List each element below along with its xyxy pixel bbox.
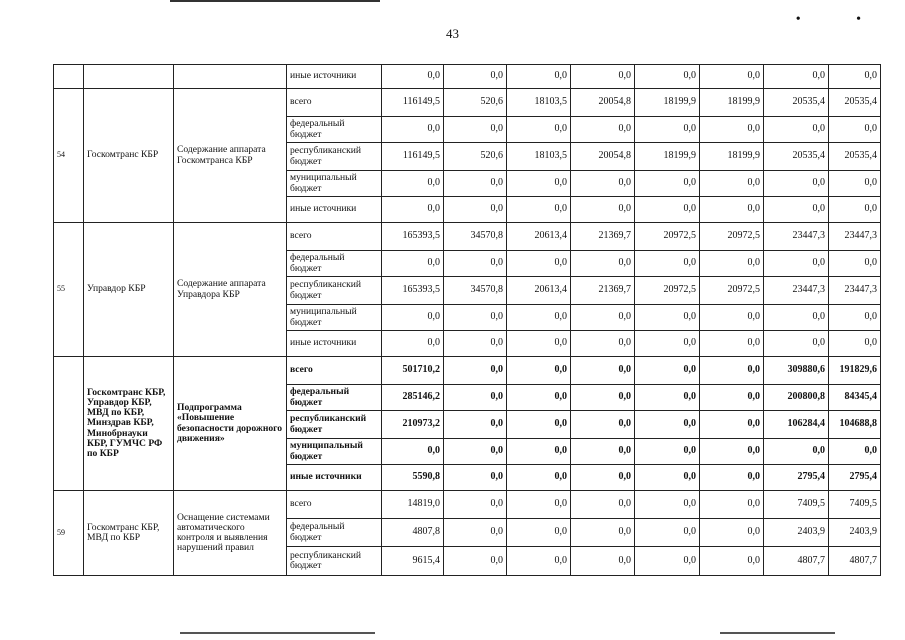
value-cell: 18199,9 — [700, 143, 764, 171]
funding-type-cell: иные источники — [287, 197, 382, 223]
value-cell: 0,0 — [571, 439, 635, 465]
value-cell: 0,0 — [764, 197, 829, 223]
funding-type-cell: республиканский бюджет — [287, 411, 382, 439]
value-cell: 0,0 — [829, 331, 881, 357]
value-cell: 0,0 — [382, 197, 444, 223]
value-cell: 0,0 — [700, 385, 764, 411]
value-cell: 9615,4 — [382, 547, 444, 576]
value-cell: 0,0 — [829, 117, 881, 143]
value-cell: 0,0 — [700, 197, 764, 223]
value-cell: 116149,5 — [382, 143, 444, 171]
value-cell: 0,0 — [507, 197, 571, 223]
budget-table-body — [54, 65, 881, 576]
value-cell: 0,0 — [635, 171, 700, 197]
value-cell: 0,0 — [444, 439, 507, 465]
value-cell: 0,0 — [444, 411, 507, 439]
value-cell: 0,0 — [507, 411, 571, 439]
value-cell: 165393,5 — [382, 277, 444, 305]
value-cell: 20054,8 — [571, 143, 635, 171]
value-cell: 0,0 — [764, 331, 829, 357]
value-cell: 0,0 — [571, 491, 635, 519]
value-cell: 2403,9 — [764, 519, 829, 547]
funding-type-cell: федеральный бюджет — [287, 385, 382, 411]
value-cell: 0,0 — [700, 171, 764, 197]
table-row — [54, 223, 881, 251]
value-cell: 0,0 — [635, 331, 700, 357]
value-cell: 0,0 — [635, 411, 700, 439]
value-cell: 0,0 — [829, 251, 881, 277]
row-number-cell — [54, 357, 84, 491]
value-cell: 18103,5 — [507, 143, 571, 171]
value-cell: 0,0 — [507, 547, 571, 576]
value-cell: 0,0 — [571, 65, 635, 89]
value-cell: 0,0 — [444, 65, 507, 89]
scan-artifact-bottom-1 — [180, 632, 375, 634]
value-cell: 20972,5 — [700, 223, 764, 251]
value-cell: 0,0 — [444, 171, 507, 197]
value-cell: 0,0 — [507, 465, 571, 491]
value-cell: 0,0 — [635, 547, 700, 576]
value-cell: 0,0 — [700, 251, 764, 277]
value-cell: 0,0 — [382, 439, 444, 465]
value-cell: 2795,4 — [764, 465, 829, 491]
value-cell: 191829,6 — [829, 357, 881, 385]
value-cell: 23447,3 — [764, 277, 829, 305]
funding-type-cell: республиканский бюджет — [287, 277, 382, 305]
value-cell: 84345,4 — [829, 385, 881, 411]
funding-type-cell: муниципальный бюджет — [287, 171, 382, 197]
budget-table — [53, 64, 881, 576]
value-cell: 0,0 — [829, 65, 881, 89]
funding-type-cell: республиканский бюджет — [287, 547, 382, 576]
executor-cell: Управдор КБР — [84, 223, 174, 357]
value-cell: 0,0 — [571, 117, 635, 143]
value-cell: 0,0 — [382, 251, 444, 277]
program-cell — [174, 65, 287, 89]
value-cell: 0,0 — [571, 197, 635, 223]
value-cell: 0,0 — [507, 491, 571, 519]
value-cell: 0,0 — [700, 519, 764, 547]
value-cell: 21369,7 — [571, 277, 635, 305]
value-cell: 20535,4 — [829, 89, 881, 117]
value-cell: 20535,4 — [764, 89, 829, 117]
value-cell: 18199,9 — [635, 143, 700, 171]
value-cell: 0,0 — [507, 251, 571, 277]
value-cell: 18103,5 — [507, 89, 571, 117]
value-cell: 0,0 — [444, 117, 507, 143]
value-cell: 0,0 — [382, 65, 444, 89]
value-cell: 0,0 — [829, 439, 881, 465]
value-cell: 0,0 — [700, 491, 764, 519]
value-cell: 0,0 — [700, 411, 764, 439]
value-cell: 0,0 — [571, 357, 635, 385]
funding-type-cell: федеральный бюджет — [287, 251, 382, 277]
value-cell: 0,0 — [829, 305, 881, 331]
value-cell: 0,0 — [444, 547, 507, 576]
program-cell: Содержание аппарата Госкомтранса КБР — [174, 89, 287, 223]
value-cell: 0,0 — [444, 519, 507, 547]
funding-type-cell: всего — [287, 357, 382, 385]
value-cell: 0,0 — [571, 411, 635, 439]
value-cell: 0,0 — [507, 519, 571, 547]
value-cell: 34570,8 — [444, 277, 507, 305]
table-row — [54, 89, 881, 117]
value-cell: 0,0 — [635, 117, 700, 143]
value-cell: 106284,4 — [764, 411, 829, 439]
value-cell: 20972,5 — [700, 277, 764, 305]
value-cell: 0,0 — [635, 385, 700, 411]
value-cell: 18199,9 — [700, 89, 764, 117]
value-cell: 5590,8 — [382, 465, 444, 491]
value-cell: 18199,9 — [635, 89, 700, 117]
value-cell: 285146,2 — [382, 385, 444, 411]
value-cell: 0,0 — [764, 439, 829, 465]
value-cell: 4807,7 — [764, 547, 829, 576]
value-cell: 0,0 — [635, 465, 700, 491]
value-cell: 0,0 — [635, 491, 700, 519]
value-cell: 0,0 — [507, 171, 571, 197]
program-cell: Оснащение системами автоматического контроля и выявления нарушений правил — [174, 491, 287, 576]
value-cell: 0,0 — [829, 197, 881, 223]
funding-type-cell: всего — [287, 223, 382, 251]
value-cell: 0,0 — [571, 171, 635, 197]
scan-artifact-top — [170, 0, 380, 2]
value-cell: 34570,8 — [444, 223, 507, 251]
value-cell: 0,0 — [700, 305, 764, 331]
executor-cell: Госкомтранс КБР — [84, 89, 174, 223]
value-cell: 0,0 — [444, 491, 507, 519]
value-cell: 0,0 — [700, 65, 764, 89]
value-cell: 20535,4 — [764, 143, 829, 171]
value-cell: 0,0 — [382, 117, 444, 143]
value-cell: 0,0 — [700, 331, 764, 357]
funding-type-cell: республиканский бюджет — [287, 143, 382, 171]
scan-dots: • • — [795, 12, 887, 27]
value-cell: 0,0 — [635, 251, 700, 277]
value-cell: 2403,9 — [829, 519, 881, 547]
value-cell: 104688,8 — [829, 411, 881, 439]
funding-type-cell: федеральный бюджет — [287, 519, 382, 547]
value-cell: 7409,5 — [829, 491, 881, 519]
funding-type-cell: всего — [287, 491, 382, 519]
value-cell: 0,0 — [444, 197, 507, 223]
value-cell: 20972,5 — [635, 277, 700, 305]
value-cell: 23447,3 — [829, 277, 881, 305]
funding-type-cell: федеральный бюджет — [287, 117, 382, 143]
value-cell: 0,0 — [444, 305, 507, 331]
value-cell: 0,0 — [635, 357, 700, 385]
value-cell: 520,6 — [444, 89, 507, 117]
funding-type-cell: иные источники — [287, 65, 382, 89]
value-cell: 0,0 — [507, 117, 571, 143]
value-cell: 520,6 — [444, 143, 507, 171]
value-cell: 20535,4 — [829, 143, 881, 171]
value-cell: 0,0 — [764, 65, 829, 89]
table-row — [54, 491, 881, 519]
funding-type-cell: всего — [287, 89, 382, 117]
value-cell: 23447,3 — [829, 223, 881, 251]
value-cell: 0,0 — [764, 117, 829, 143]
value-cell: 0,0 — [571, 251, 635, 277]
executor-cell — [84, 65, 174, 89]
value-cell: 0,0 — [635, 197, 700, 223]
funding-type-cell: иные источники — [287, 465, 382, 491]
value-cell: 0,0 — [571, 465, 635, 491]
row-number-cell: 55 — [54, 223, 84, 357]
value-cell: 0,0 — [764, 305, 829, 331]
executor-cell: Госкомтранс КБР, МВД по КБР — [84, 491, 174, 576]
value-cell: 4807,7 — [829, 547, 881, 576]
funding-type-cell: иные источники — [287, 331, 382, 357]
value-cell: 309880,6 — [764, 357, 829, 385]
row-number-cell: 54 — [54, 89, 84, 223]
value-cell: 0,0 — [635, 519, 700, 547]
page-number: 43 — [446, 26, 459, 41]
value-cell: 0,0 — [382, 331, 444, 357]
value-cell: 0,0 — [507, 331, 571, 357]
value-cell: 0,0 — [700, 465, 764, 491]
value-cell: 7409,5 — [764, 491, 829, 519]
value-cell: 0,0 — [507, 439, 571, 465]
value-cell: 0,0 — [764, 251, 829, 277]
row-number-cell — [54, 65, 84, 89]
value-cell: 0,0 — [571, 547, 635, 576]
program-cell: Подпрограмма «Повышение безопасности дорожного движения» — [174, 357, 287, 491]
funding-type-cell: муниципальный бюджет — [287, 439, 382, 465]
value-cell: 21369,7 — [571, 223, 635, 251]
value-cell: 23447,3 — [764, 223, 829, 251]
value-cell: 0,0 — [829, 171, 881, 197]
value-cell: 0,0 — [507, 385, 571, 411]
table-row — [54, 357, 881, 385]
value-cell: 14819,0 — [382, 491, 444, 519]
value-cell: 0,0 — [635, 65, 700, 89]
table-row — [54, 65, 881, 89]
value-cell: 501710,2 — [382, 357, 444, 385]
value-cell: 20054,8 — [571, 89, 635, 117]
value-cell: 20972,5 — [635, 223, 700, 251]
value-cell: 200800,8 — [764, 385, 829, 411]
value-cell: 0,0 — [507, 305, 571, 331]
value-cell: 0,0 — [382, 305, 444, 331]
value-cell: 0,0 — [444, 251, 507, 277]
value-cell: 0,0 — [444, 465, 507, 491]
value-cell: 0,0 — [571, 519, 635, 547]
value-cell: 0,0 — [444, 331, 507, 357]
value-cell: 0,0 — [571, 305, 635, 331]
value-cell: 0,0 — [700, 357, 764, 385]
value-cell: 0,0 — [700, 547, 764, 576]
value-cell: 0,0 — [571, 385, 635, 411]
value-cell: 20613,4 — [507, 223, 571, 251]
value-cell: 0,0 — [700, 117, 764, 143]
value-cell: 0,0 — [444, 357, 507, 385]
executor-cell: Госкомтранс КБР, Управдор КБР, МВД по КБР, Минздрав КБР, Минобрнауки КБР, ГУМЧС РФ по КБР — [84, 357, 174, 491]
value-cell: 165393,5 — [382, 223, 444, 251]
value-cell: 0,0 — [635, 305, 700, 331]
value-cell: 0,0 — [444, 385, 507, 411]
value-cell: 0,0 — [764, 171, 829, 197]
value-cell: 0,0 — [700, 439, 764, 465]
row-number-cell: 59 — [54, 491, 84, 576]
value-cell: 4807,8 — [382, 519, 444, 547]
value-cell: 0,0 — [507, 65, 571, 89]
value-cell: 0,0 — [571, 331, 635, 357]
value-cell: 0,0 — [507, 357, 571, 385]
value-cell: 2795,4 — [829, 465, 881, 491]
program-cell: Содержание аппарата Управдора КБР — [174, 223, 287, 357]
value-cell: 116149,5 — [382, 89, 444, 117]
value-cell: 0,0 — [382, 171, 444, 197]
funding-type-cell: муниципальный бюджет — [287, 305, 382, 331]
value-cell: 20613,4 — [507, 277, 571, 305]
value-cell: 0,0 — [635, 439, 700, 465]
scan-artifact-bottom-2 — [720, 632, 835, 634]
value-cell: 210973,2 — [382, 411, 444, 439]
